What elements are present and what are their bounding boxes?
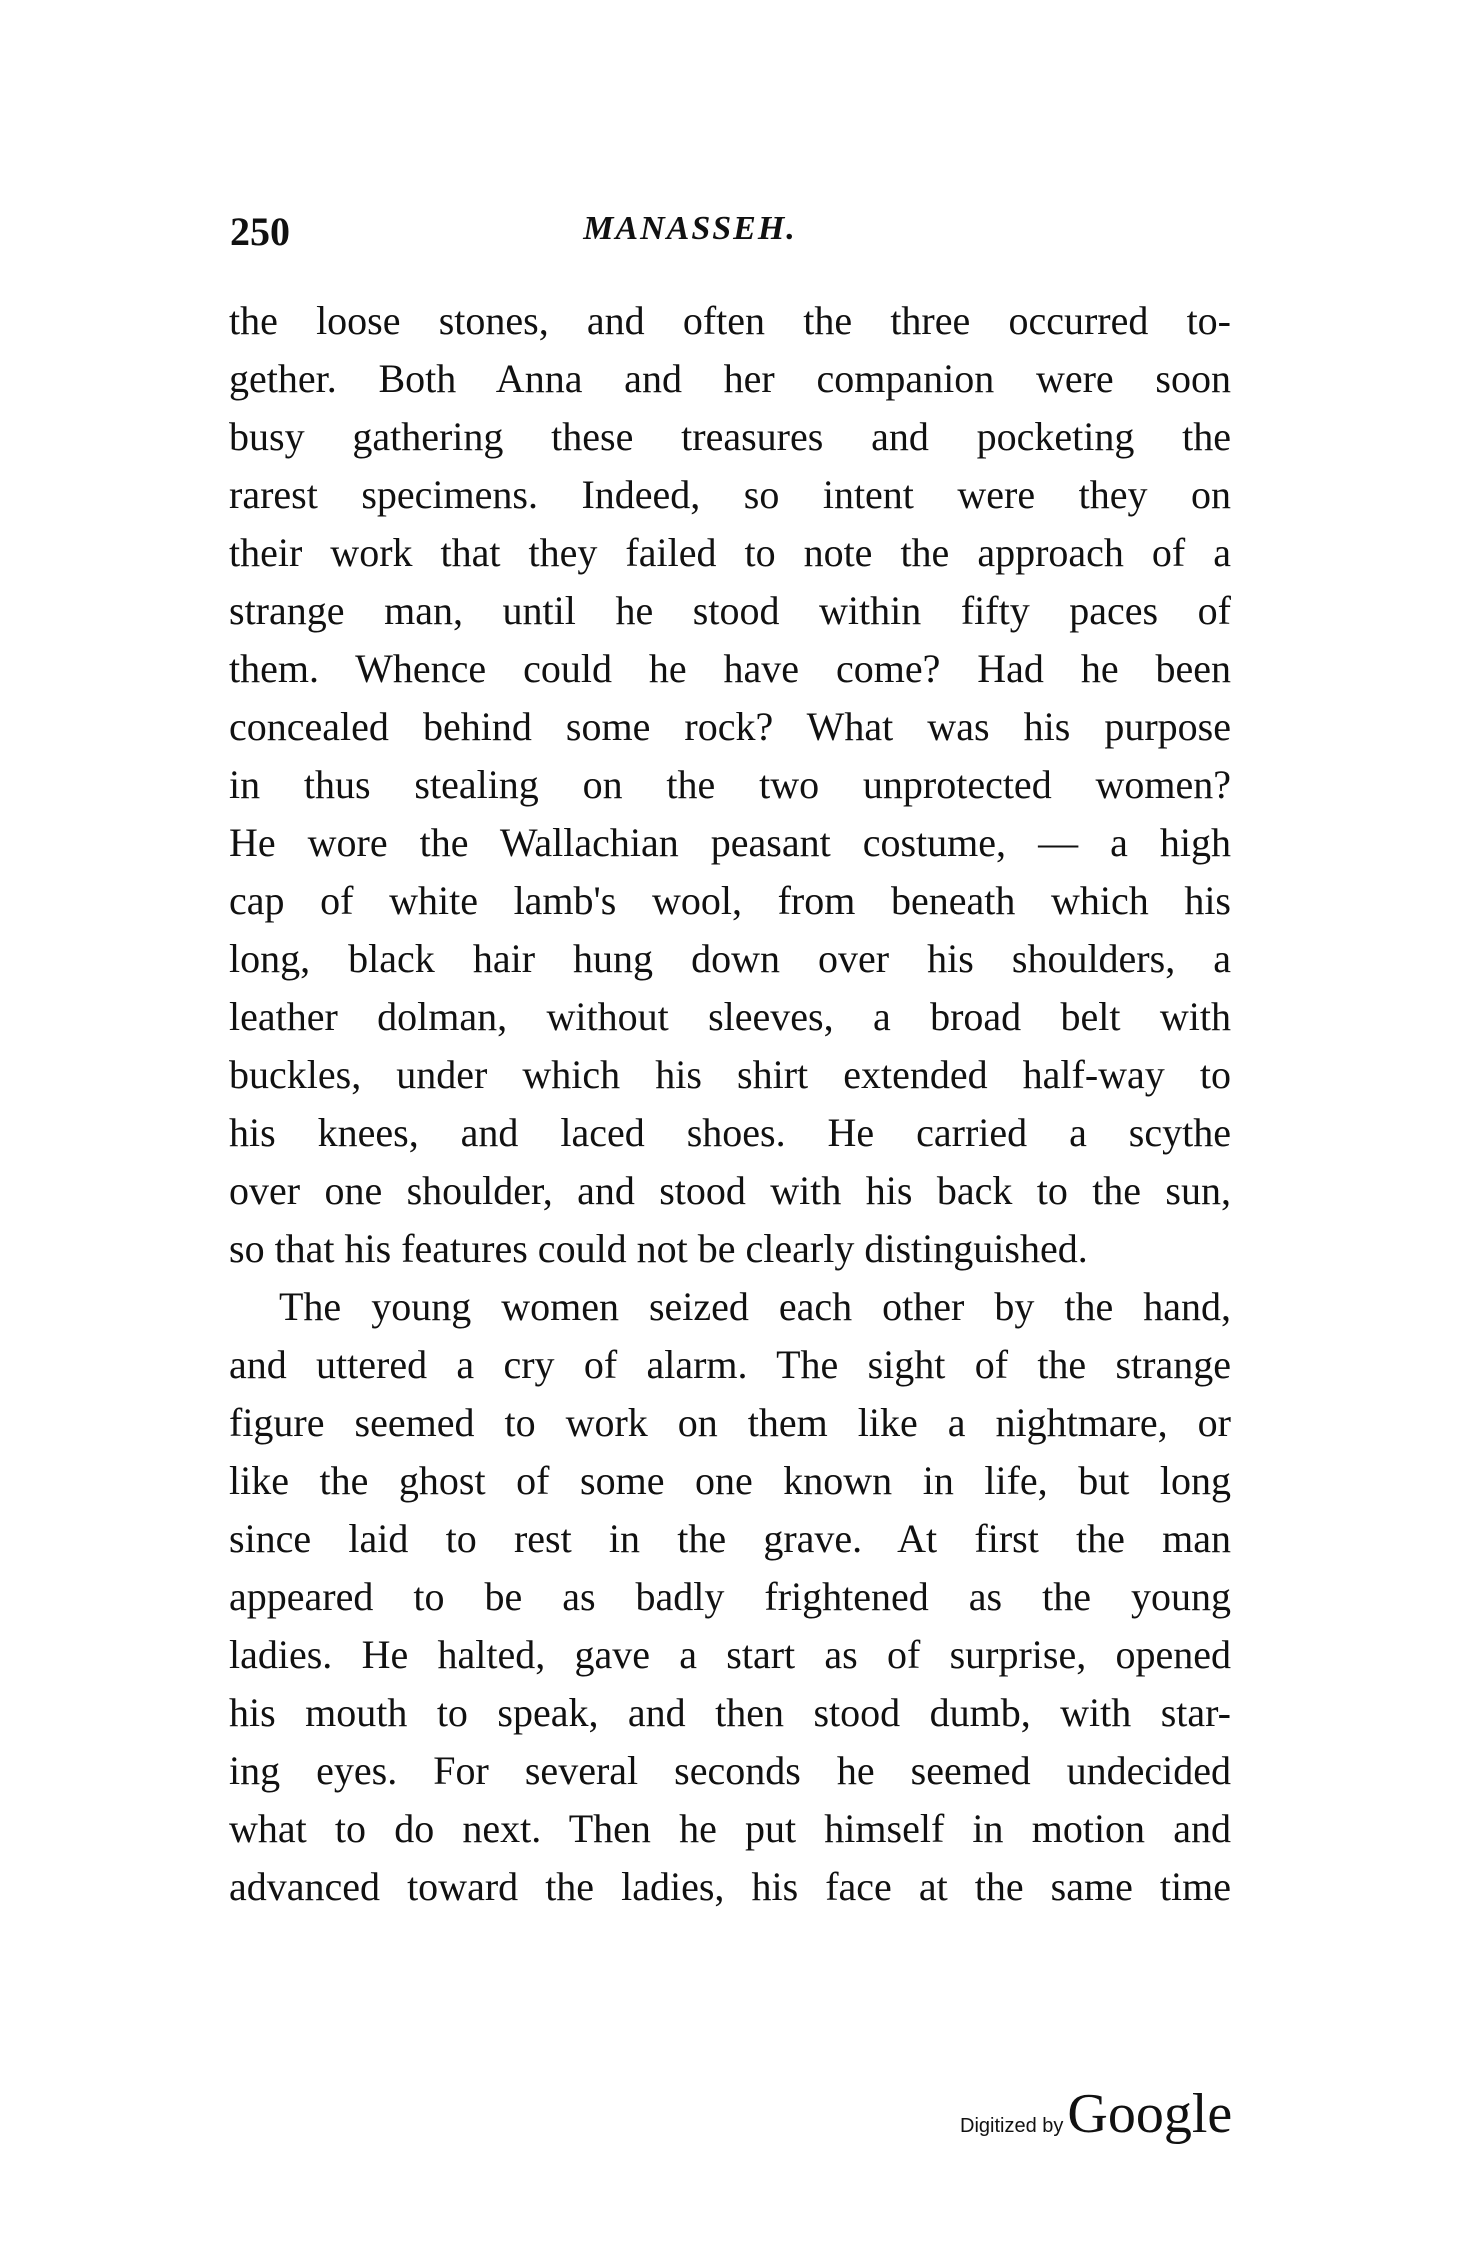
text-line: what to do next. Then he put himself in motion and xyxy=(229,1806,1231,1851)
text-line: advanced toward the ladies, his face at the same time xyxy=(229,1864,1231,1909)
text-line: He wore the Wallachian peasant costume, — a high xyxy=(229,820,1231,865)
page-number: 250 xyxy=(230,209,290,254)
text-line: them. Whence could he have come? Had he been xyxy=(229,646,1231,691)
text-line: rarest specimens. Indeed, so intent were they on xyxy=(229,472,1231,517)
text-line: so that his features could not be clearly distinguished. xyxy=(229,1226,1088,1271)
text-line: appeared to be as badly frightened as the young xyxy=(229,1574,1231,1619)
text-line: since laid to rest in the grave. At first the man xyxy=(229,1516,1231,1561)
text-line: his mouth to speak, and then stood dumb, with star- xyxy=(229,1690,1231,1735)
watermark-prefix: Digitized by xyxy=(960,2115,1064,2137)
digitized-by-google-watermark xyxy=(960,2082,1232,2146)
text-line: his knees, and laced shoes. He carried a scythe xyxy=(229,1110,1231,1155)
running-title: MANASSEH. xyxy=(583,210,797,247)
text-line: buckles, under which his shirt extended half-way to xyxy=(229,1052,1231,1097)
text-line: ing eyes. For several seconds he seemed undecided xyxy=(229,1748,1231,1793)
text-line: long, black hair hung down over his shoulders, a xyxy=(229,936,1231,981)
text-line: their work that they failed to note the approach of a xyxy=(229,530,1231,575)
watermark-brand: Google xyxy=(1067,2083,1233,2145)
text-line: cap of white lamb's wool, from beneath which his xyxy=(229,878,1231,923)
text-line: over one shoulder, and stood with his back to the sun, xyxy=(229,1168,1231,1213)
body-text xyxy=(229,292,1231,1916)
text-line: and uttered a cry of alarm. The sight of the strange xyxy=(229,1342,1231,1387)
text-line: leather dolman, without sleeves, a broad belt with xyxy=(229,994,1231,1039)
text-line: The young women seized each other by the hand, xyxy=(279,1284,1231,1329)
text-line: concealed behind some rock? What was his purpose xyxy=(229,704,1231,749)
text-line: gether. Both Anna and her companion were soon xyxy=(229,356,1231,401)
text-line: like the ghost of some one known in life, but long xyxy=(229,1458,1231,1503)
text-line: strange man, until he stood within fifty paces of xyxy=(229,588,1231,633)
text-line: in thus stealing on the two unprotected women? xyxy=(229,762,1231,807)
text-line: ladies. He halted, gave a start as of surprise, opened xyxy=(229,1632,1231,1677)
text-line: busy gathering these treasures and pocketing the xyxy=(229,414,1231,459)
text-line: figure seemed to work on them like a nightmare, or xyxy=(229,1400,1231,1445)
text-line: the loose stones, and often the three occurred to- xyxy=(229,298,1231,343)
